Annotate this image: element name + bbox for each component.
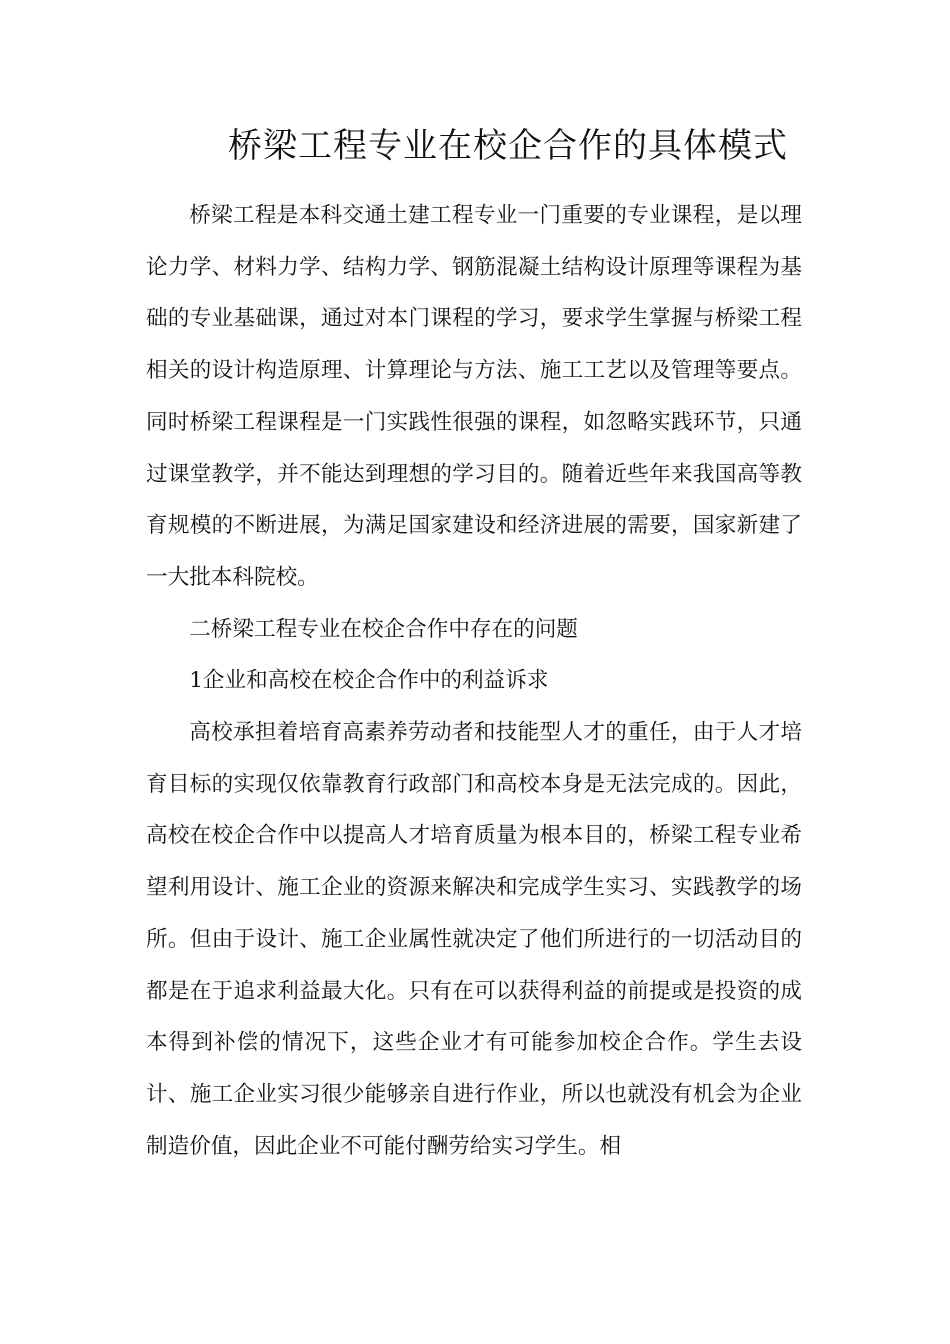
paragraph-interests: 高校承担着培育高素养劳动者和技能型人才的重任，由于人才培育目标的实现仅依靠教育行政部门和高校本身是无法完成的。因此，高校在校企合作中以提高人才培育质量为根本目的，桥梁工程专业希望利用设计、施工企业的资源来解决和完成学生实习、实践教学的场所。但由于设计、施工企业属性就决定了他们所进行的一切活动目的都是在于追求利益最大化。只有在可以获得利益的前提或是投资的成本得到补偿的情况下，这些企业才有可能参加校企合作。学生去设计、施工企业实习很少能够亲自进行作业，所以也就没有机会为企业制造价值，因此企业不可能付酬劳给实习学生。相	[146, 720, 802, 1159]
document-title: 桥梁工程专业在校企合作的具体模式	[228, 126, 788, 166]
section-heading: 二桥梁工程专业在校企合作中存在的问题	[189, 616, 578, 642]
subsection-heading: 1企业和高校在校企合作中的利益诉求	[189, 668, 549, 694]
paragraph-intro: 桥梁工程是本科交通土建工程专业一门重要的专业课程，是以理论力学、材料力学、结构力学、钢筋混凝土结构设计原理等课程为基础的专业基础课，通过对本门课程的学习，要求学生掌握与桥梁工程相关的设计构造原理、计算理论与方法、施工工艺以及管理等要点。同时桥梁工程课程是一门实践性很强的课程，如忽略实践环节，只通过课堂教学，并不能达到理想的学习目的。随着近些年来我国高等教育规模的不断进展，为满足国家建设和经济进展的需要，国家新建了一大批本科院校。	[146, 203, 802, 590]
document-body	[146, 190, 802, 1172]
